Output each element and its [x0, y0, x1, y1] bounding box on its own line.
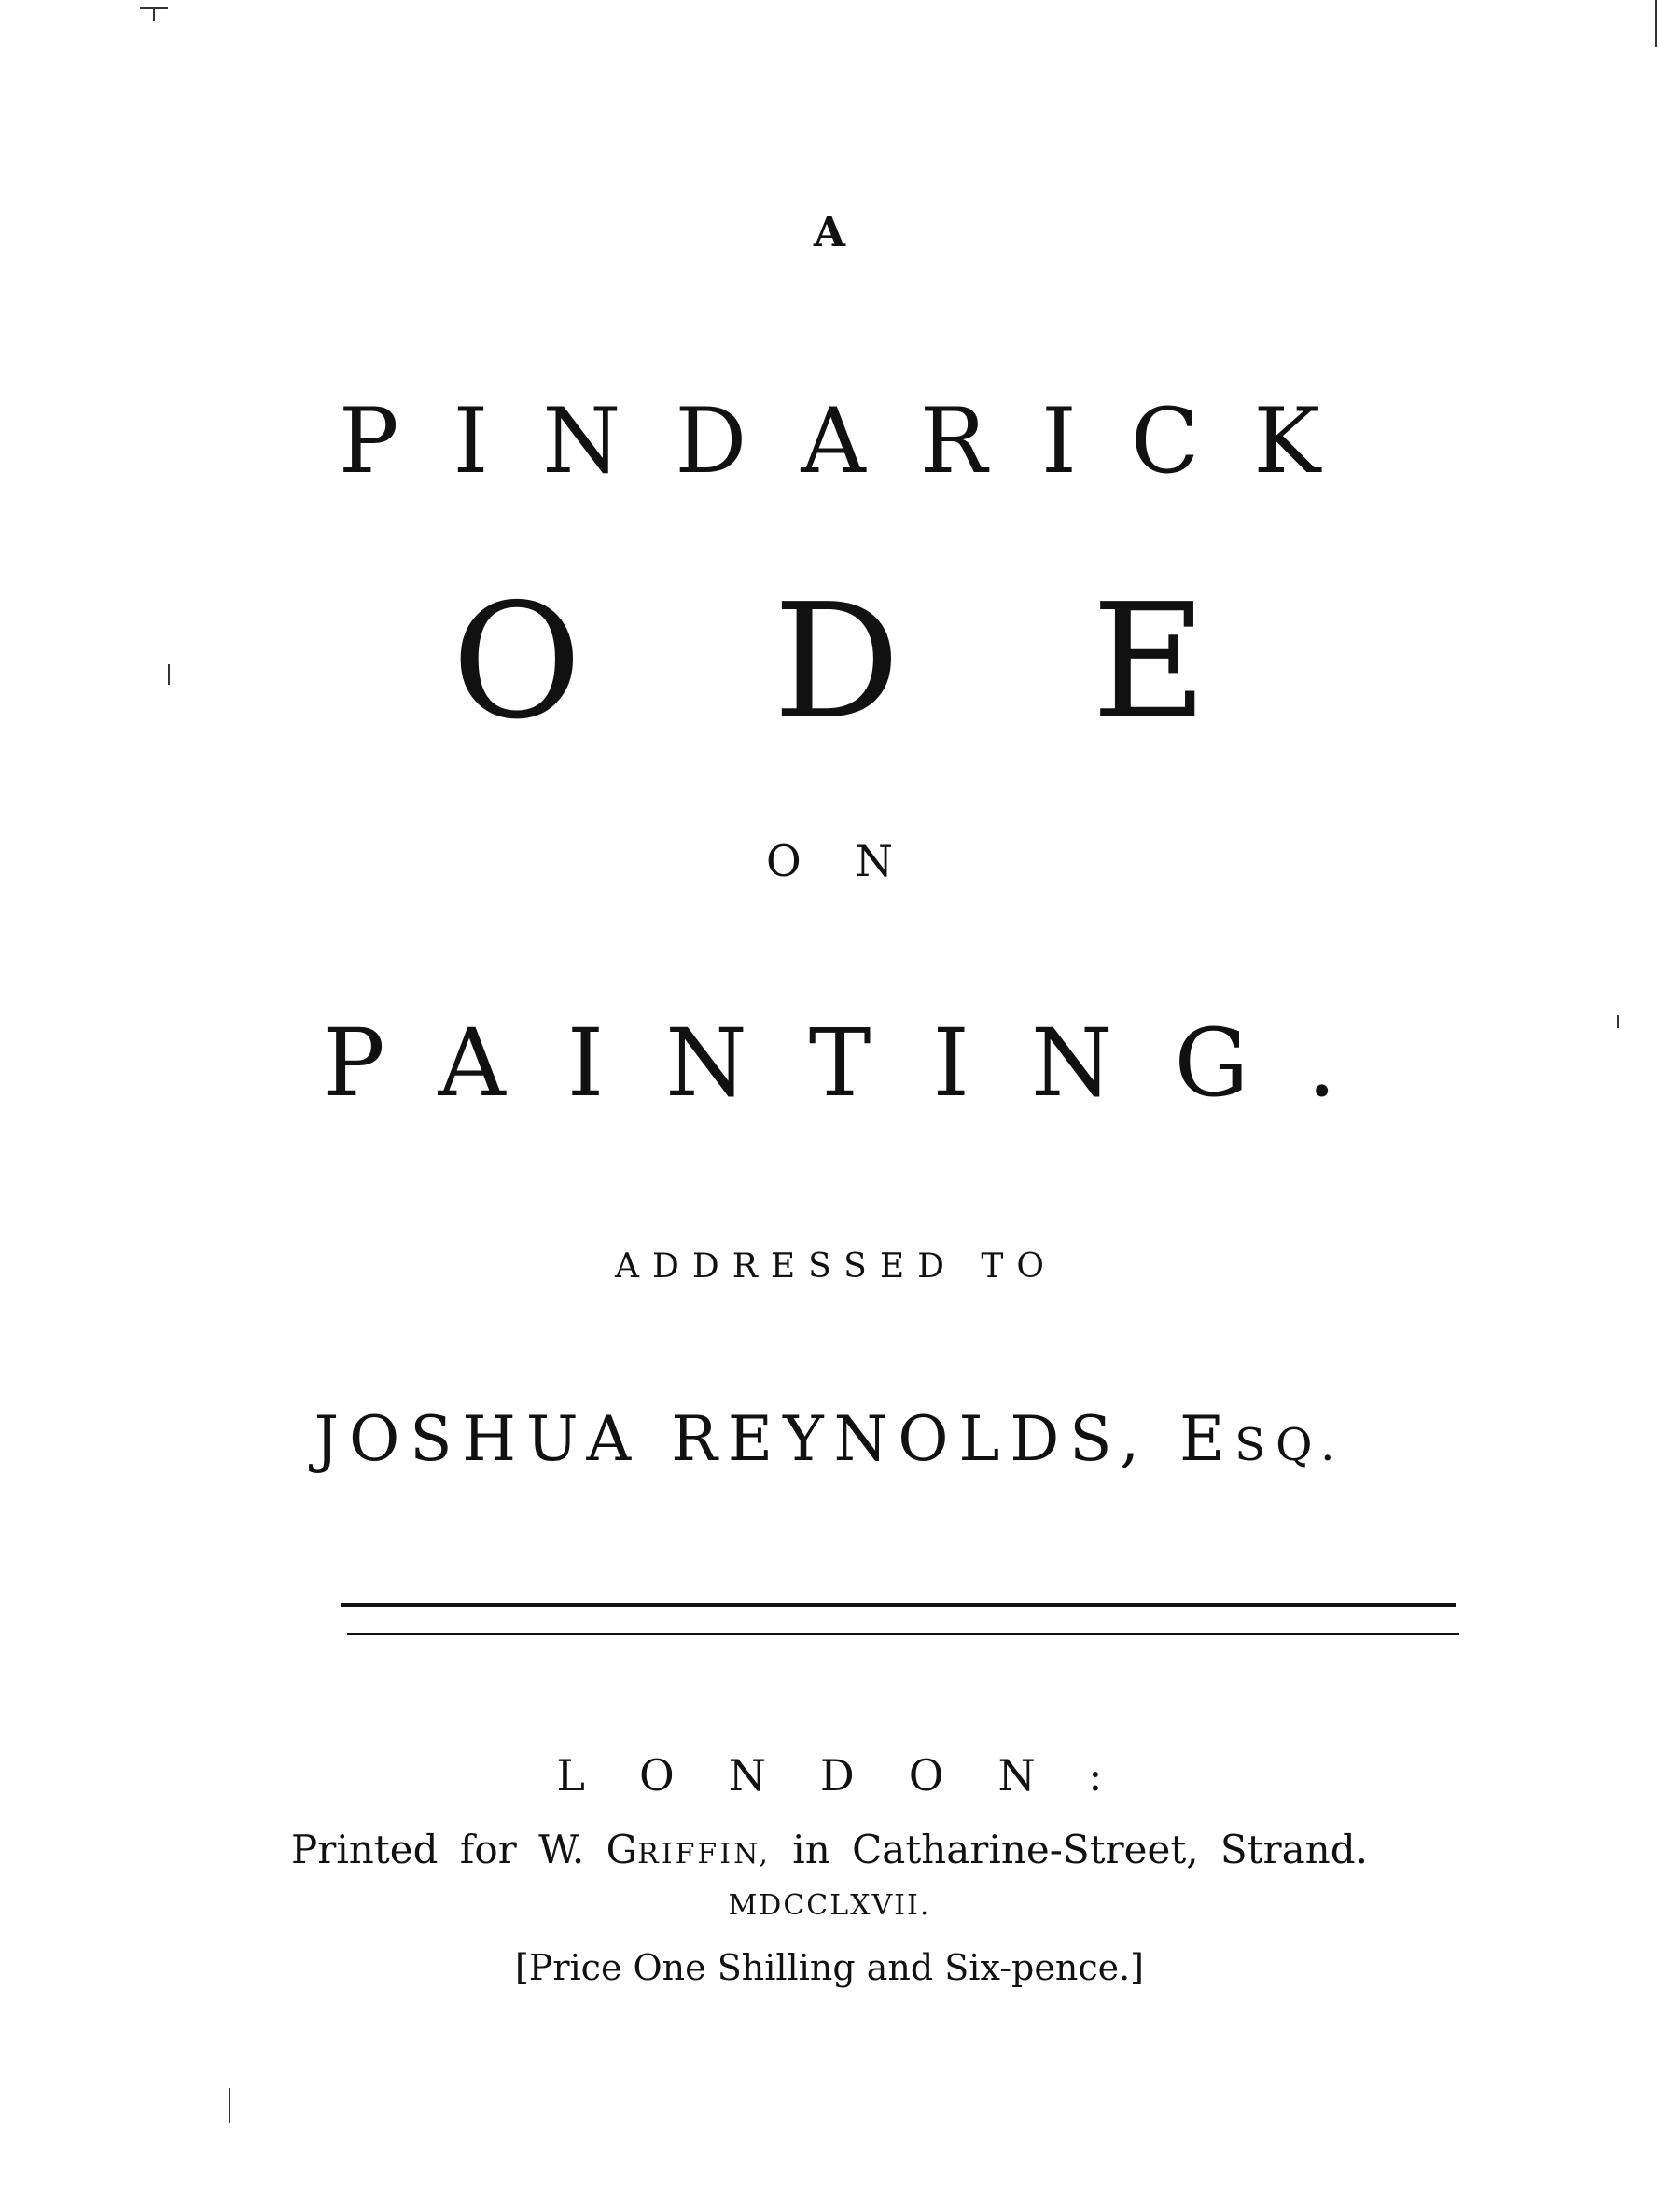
double-rule-top: [341, 1603, 1456, 1607]
scan-mark: [168, 664, 170, 685]
dedicatee-suffix-rest: SQ.: [1234, 1419, 1345, 1471]
imprint-year: MDCCLXVII.: [728, 1889, 931, 1922]
scan-edge-mark: [1655, 0, 1657, 47]
title-line-ode: ODE: [452, 570, 1399, 755]
imprint-printer-initial: G: [606, 1827, 638, 1872]
dedicatee-suffix-initial: E: [1179, 1403, 1235, 1475]
title-article: A: [813, 209, 846, 257]
title-line-on: ON: [766, 836, 947, 886]
imprint-printer-rest: RIFFIN,: [637, 1838, 771, 1871]
scan-mark: [229, 2088, 230, 2123]
imprint-price: [Price One Shilling and Six-pence.]: [514, 1947, 1145, 1988]
title-line-painting: PAINTING.: [322, 1009, 1399, 1118]
imprint-printed-pre: Printed for W.: [291, 1827, 606, 1872]
dedicatee-line: [0, 1403, 1659, 1475]
scan-mark: [153, 7, 155, 21]
addressed-to-line: ADDRESSED TO: [615, 1247, 1057, 1286]
scan-mark: [1617, 1015, 1619, 1028]
double-rule-bottom: [347, 1633, 1459, 1635]
title-line-pindarick: PINDARICK: [338, 389, 1375, 494]
imprint-city: LONDON:: [556, 1750, 1157, 1801]
imprint-printed-post: in Catharine-Street, Strand.: [770, 1827, 1368, 1872]
dedicatee-name: JOSHUA REYNOLDS,: [314, 1403, 1150, 1475]
imprint-printer-line: [0, 1827, 1659, 1872]
